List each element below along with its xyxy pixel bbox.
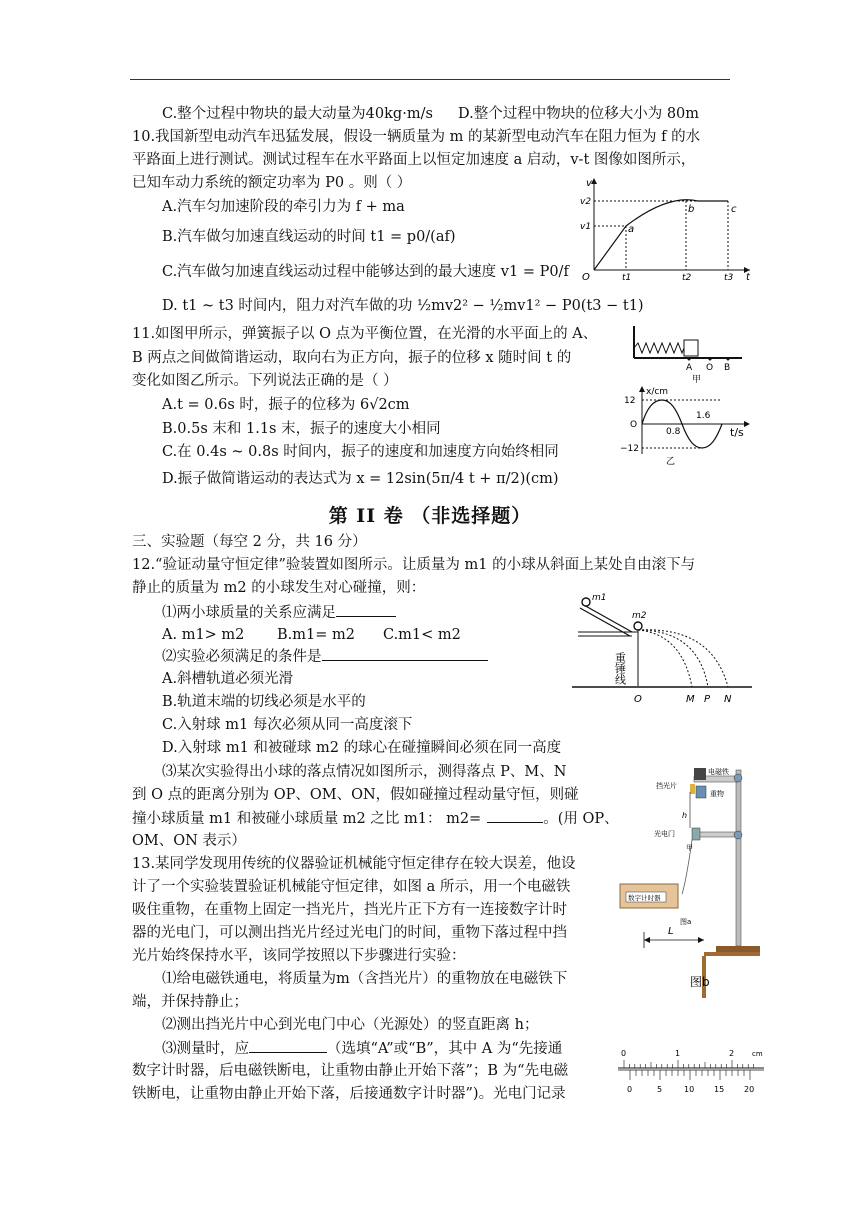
ruler-main-1: 1 [675, 1049, 681, 1058]
q13-label-electromagnet: 电磁铁 [708, 768, 729, 776]
q10-xtick-t1: t1 [622, 273, 632, 280]
ruler-unit: cm [752, 1050, 763, 1058]
q12-part1-blank[interactable] [336, 602, 396, 617]
q13-label-fig-a: 图a [680, 918, 692, 926]
q11-option-a: A.t = 0.6s 时，振子的位移为 6√2cm [162, 397, 410, 413]
q11-yi-xtick-08: 0.8 [666, 427, 681, 437]
q10-option-a: A.汽车匀加速阶段的牵引力为 f + ma [162, 199, 405, 215]
q13-step1-cont: 端，并保持静止； [132, 994, 248, 1010]
q11-label-a: A [686, 363, 693, 373]
q13-vernier-ruler [614, 1046, 766, 1102]
q12-part3-line4: OM、ON 表示） [132, 833, 246, 849]
q13-label-jia: 甲 [686, 844, 693, 852]
q11-spring-figure [628, 322, 748, 384]
q12-part1-text: ⑴两小球质量的关系应满足 [162, 605, 336, 621]
q10-xtick-t2: t2 [682, 273, 692, 280]
q13-stem-line1: 13.某同学发现用传统的仪器验证机械能守恒定律存在较大误差，他设 [132, 856, 576, 872]
ruler-vernier-0: 0 [627, 1085, 633, 1094]
q12-part3-blank[interactable] [487, 808, 543, 823]
q10-point-b: b [688, 204, 695, 215]
q11-yi-ytick-neg12: −12 [620, 444, 639, 454]
q13-stem-line5: 光片始终保持水平，该同学按照以下步骤进行实验： [132, 948, 466, 964]
q11-caption-jia: 甲 [692, 375, 702, 384]
q13-stem-line3: 吸住重物，在重物上固定一挡光片，挡光片正下方有一连接数字计时 [132, 902, 567, 918]
q12-part2-blank[interactable] [322, 646, 488, 661]
part2-title: 第 II 卷 （非选择题） [328, 505, 532, 527]
q12-label-m1: m1 [592, 593, 607, 603]
q10-ytick-v2: v2 [580, 197, 592, 207]
header-rule [130, 79, 730, 80]
q12-part2-option-d: D.入射球 m1 和被碰球 m2 的球心在碰撞瞬间必须在同一高度 [162, 740, 562, 756]
q13-step3-blank[interactable] [249, 1038, 327, 1053]
q10-option-d: D. t1 ~ t3 时间内，阻力对汽车做的功 ½mv2² − ½mv1² − P0(t3 − t1) [162, 298, 644, 314]
q10-point-a: a [628, 224, 635, 235]
q10-option-b: B.汽车做匀加速直线运动的时间 t1 = p0/(af) [162, 229, 456, 245]
q12-stem-line1: 12.“验证动量守恒定律”验装置如图所示。让质量为 m1 的小球从斜面上某处自由滚下与 [132, 557, 696, 573]
q12-part1-option-b: B.m1= m2 [277, 627, 355, 643]
q11-label-b: B [724, 363, 731, 373]
q11-option-c: C.在 0.4s ~ 0.8s 时间内，振子的速度和加速度方向始终相同 [162, 444, 559, 460]
q13-caption-fig-b: 图b [690, 975, 710, 989]
q13-stem-line4: 器的光电门，可以测出挡光片经过光电门的时间，重物下落过程中挡 [132, 925, 567, 941]
q11-label-o: O [706, 363, 714, 373]
q11-stem-line3: 变化如图乙所示。下列说法正确的是（ ） [132, 373, 398, 389]
ruler-vernier-10: 10 [684, 1085, 695, 1094]
q13-label-weight: 重物 [710, 790, 724, 798]
q12-part2-option-b: B.轨道末端的切线必须是水平的 [162, 694, 366, 710]
ruler-vernier-15: 15 [714, 1085, 725, 1094]
q13-label-timer: 数字计时器 [628, 894, 661, 902]
q10-option-c: C.汽车做匀加速直线运动过程中能够达到的最大速度 v1 = P0/f [162, 264, 569, 280]
ruler-main-0: 0 [621, 1049, 627, 1058]
q12-label-wire: 重锤线 [613, 652, 627, 685]
q12-part3-line1: ⑶某次实验得出小球的落点情况如图所示，测得落点 P、M、N [162, 764, 567, 780]
q12-part1-option-c: C.m1< m2 [383, 627, 461, 643]
q13-stem-line2: 计了一个实验装置验证机械能守恒定律，如图 a 所示，用一个电磁铁 [132, 879, 571, 895]
section3-heading: 三、实验题（每空 2 分，共 16 分） [132, 534, 367, 550]
q13-step3-line3: 铁断电，让重物由静止开始下落，后接通数字计时器”)。光电门记录 [132, 1086, 566, 1102]
q13-step3 [162, 1038, 562, 1059]
q12-part1 [162, 602, 396, 623]
q12-part3-text-a: 撞小球质量 m1 和被碰小球质量 m2 之比 m1： m2= [132, 811, 482, 827]
ruler-main-2: 2 [729, 1049, 735, 1058]
q12-point-o: O [634, 694, 642, 705]
q12-part3-line3 [132, 808, 619, 829]
q12-collision-figure [572, 590, 752, 706]
q13-label-shutter: 挡光片 [656, 782, 677, 790]
q11-yi-ylabel: x/cm [646, 387, 669, 397]
q10-ytick-v1: v1 [580, 222, 592, 232]
q13-label-l: L [668, 926, 674, 937]
q11-stem-line2: B 两点之间做简谐运动，取向右为正方向，振子的位移 x 随时间 t 的 [132, 350, 572, 366]
q10-stem-line2: 平路面上进行测试。测试过程车在水平路面上以恒定加速度 a 启动，v-t 图像如图所示， [132, 152, 696, 168]
q11-yi-origin: O [630, 420, 638, 430]
ruler-vernier-5: 5 [657, 1085, 663, 1094]
q10-stem-line3: 已知车动力系统的额定功率为 P0 。则（ ） [132, 175, 412, 191]
q11-yi-caption: 乙 [666, 457, 676, 467]
q12-part2 [162, 646, 488, 667]
q9-option-c: C.整个过程中物块的最大动量为40kg·m/s [162, 106, 433, 122]
q10-origin: O [582, 272, 590, 280]
q11-yi-xlabel: t/s [730, 426, 744, 439]
q10-ylabel: v [586, 178, 592, 189]
q11-yi-xtick-16: 1.6 [696, 411, 711, 421]
q13-label-photogate: 光电门 [654, 830, 675, 838]
q13-label-h: h [682, 811, 688, 820]
q11-option-d: D.振子做简谐运动的表达式为 x = 12sin(5π/4 t + π/2)(cm) [162, 471, 559, 487]
ruler-vernier-20: 20 [744, 1085, 755, 1094]
q11-stem-line1: 11.如图甲所示，弹簧振子以 O 点为平衡位置，在光滑的水平面上的 A、 [132, 326, 598, 342]
q11-xt-graph [618, 384, 758, 468]
q11-option-b: B.0.5s 末和 1.1s 末，振子的速度大小相同 [162, 421, 441, 437]
q13-step2: ⑵测出挡光片中心到光电门中心（光源处）的竖直距离 h； [162, 1017, 539, 1033]
q10-vt-graph [578, 174, 756, 280]
q9-option-d: D.整个过程中物块的位移大小为 80m [458, 106, 700, 122]
q13-step3-text-b: （选填“A”或“B”，其中 A 为“先接通 [327, 1041, 563, 1057]
q12-point-m: M [686, 694, 695, 705]
q11-yi-ytick-12: 12 [624, 396, 636, 406]
q13-step3-text-a: ⑶测量时，应 [162, 1041, 249, 1057]
q12-part2-option-a: A.斜槽轨道必须光滑 [162, 671, 294, 687]
q12-label-m2: m2 [632, 611, 647, 621]
q12-part2-text: ⑵实验必须满足的条件是 [162, 649, 322, 665]
q10-xlabel: t [746, 272, 750, 280]
q10-stem-line1: 10.我国新型电动汽车迅猛发展，假设一辆质量为 m 的某新型电动汽车在阻力恒为 f 的水 [132, 129, 701, 145]
q13-step3-line2: 数字计时器，后电磁铁断电，让重物由静止开始下落”；B 为“先电磁 [132, 1063, 569, 1079]
q12-part3-text-b: 。(用 OP、 [543, 811, 619, 827]
q10-xtick-t3: t3 [724, 273, 734, 280]
q13-step1: ⑴给电磁铁通电，将质量为m（含挡光片）的重物放在电磁铁下 [162, 971, 568, 987]
q13-apparatus-figure [616, 762, 762, 998]
q12-point-n: N [724, 694, 732, 705]
q12-stem-line2: 静止的质量为 m2 的小球发生对心碰撞，则： [132, 580, 426, 596]
q12-part1-option-a: A. m1> m2 [162, 627, 245, 643]
q12-part3-line2: 到 O 点的距离分别为 OP、OM、ON，假如碰撞过程动量守恒，则碰 [132, 787, 579, 803]
q12-part2-option-c: C.入射球 m1 每次必须从同一高度滚下 [162, 717, 413, 733]
q12-point-p: P [704, 694, 711, 705]
q10-point-c: c [731, 204, 737, 215]
